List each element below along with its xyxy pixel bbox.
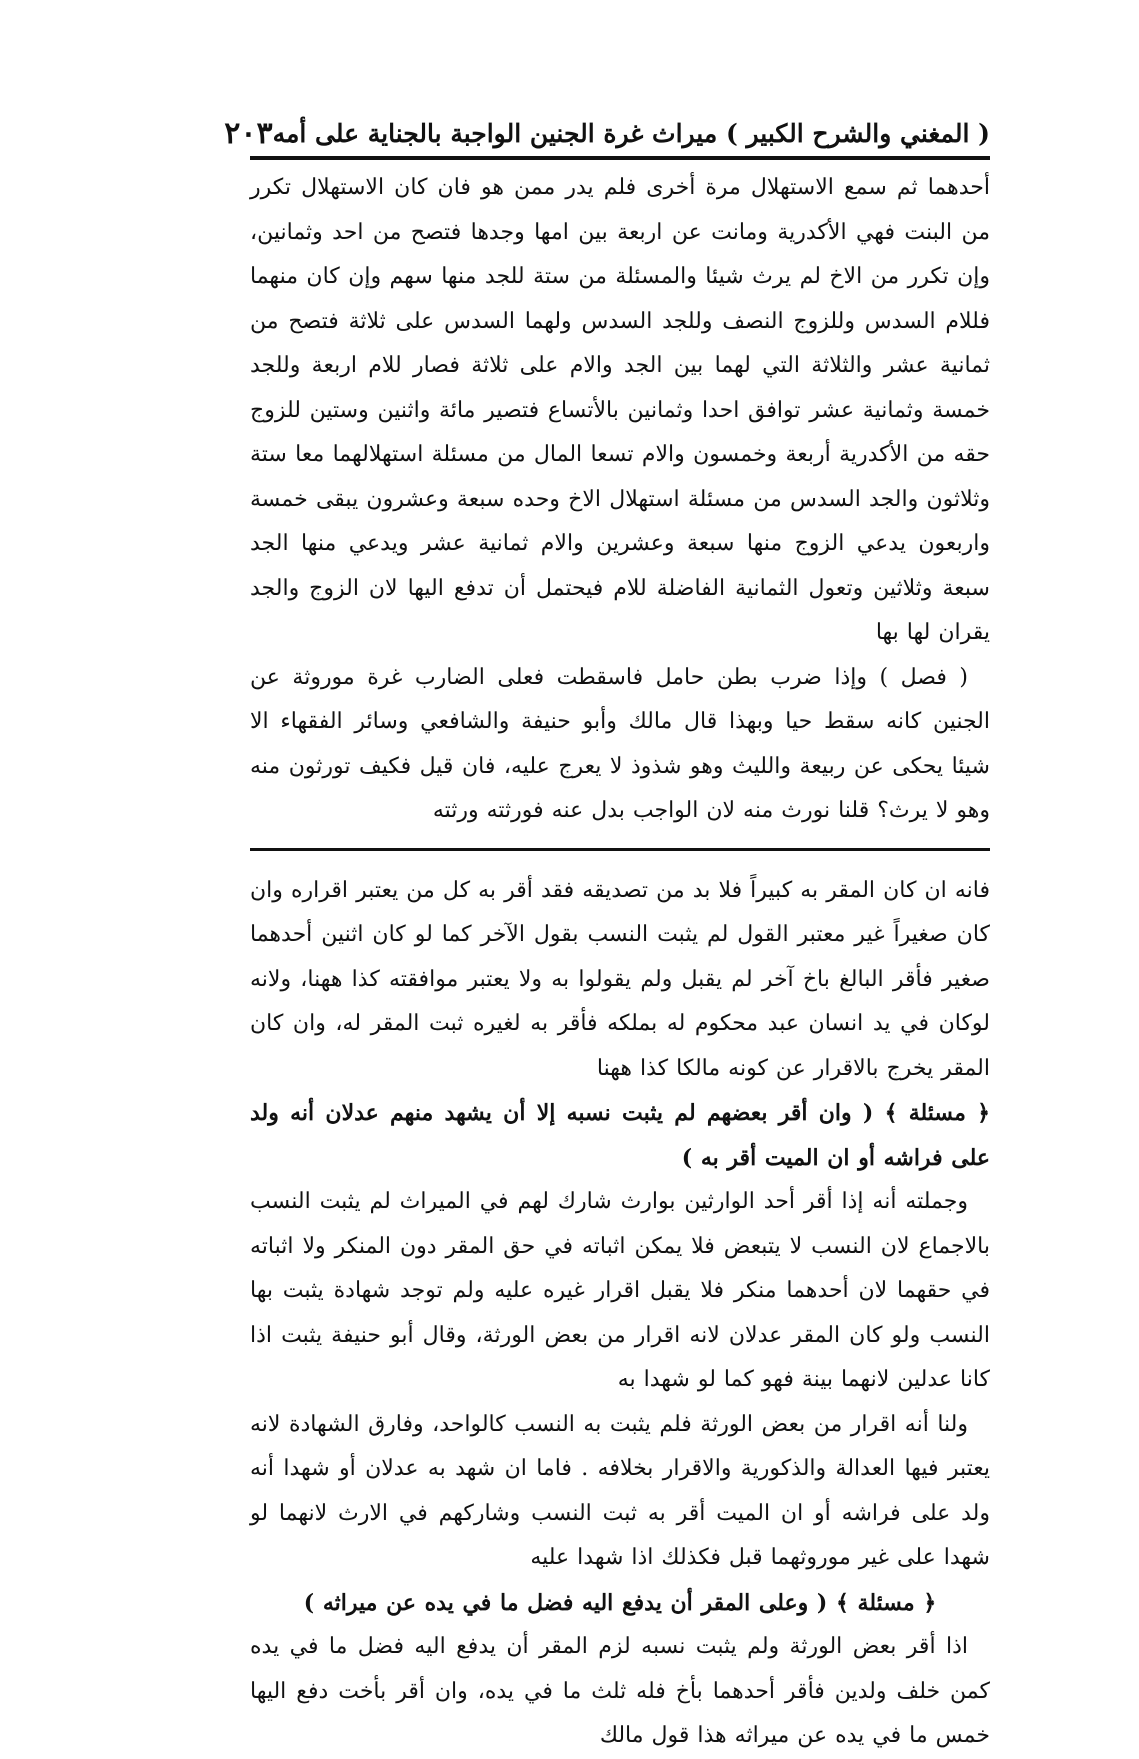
upper-text-block (250, 166, 990, 834)
lower-paragraph: وجملته أنه إذا أقر أحد الوارثين بوارث شارك لهم في الميراث لم يثبت النسب بالاجماع لان النسب لا يتبعض فلا يمكن اثباته في حق المقر دون المنكر ولا اثباته في حقهما لان أحدهما منكر فلا يقبل اقرار غيره عليه ولم توجد شهادة يثبت بها النسب ولو كان المقر عدلان لانه اقرار من بعض الورثة، وقال أبو حنيفة يثبت اذا كانا عدلين لانهما بينة فهو كما لو شهدا به (250, 1189, 990, 1392)
header-title: ( المغني والشرح الكبير ) ميراث غرة الجنين الواجبة بالجناية على أمه (272, 118, 990, 148)
section-divider (250, 848, 990, 851)
lower-text-block (250, 869, 990, 1759)
masala-heading: ﴿ مسئلة ﴾ ( وعلى المقر أن يدفع اليه فضل ما في يده عن ميراثه ) (303, 1589, 937, 1616)
book-page (224, 110, 990, 1748)
upper-paragraph: ( فصل ) وإذا ضرب بطن حامل فاسقطت فعلى الضارب غرة موروثة عن الجنين كانه سقط حيا وبهذا قال مالك وأبو حنيفة والشافعي وسائر الفقهاء الا شيئا يحكى عن ربيعة والليث وهو شذوذ لا يعرج عليه، فان قيل فكيف تورثون منه وهو لا يرث؟ قلنا نورث منه لان الواجب بدل عنه فورثته ورثته (250, 664, 990, 823)
lower-paragraph: اذا أقر بعض الورثة ولم يثبت نسبه لزم المقر أن يدفع اليه فضل ما في يده كمن خلف ولدين فأقر أحدهما بأخ فله ثلث ما في يده، وان أقر بأخت دفع اليها خمس ما في يده عن ميراثه هذا قول مالك (250, 1634, 990, 1748)
masala-heading: ﴿ مسئلة ﴾ ( وان أقر بعضهم لم يثبت نسبه إلا أن يشهد منهم عدلان أنه ولد على فراشه أو ان الميت أقر به ) (250, 1100, 990, 1171)
running-header (224, 110, 990, 160)
lower-paragraph: ولنا أنه اقرار من بعض الورثة فلم يثبت به النسب كالواحد، وفارق الشهادة لانه يعتبر فيها العدالة والذكورية والاقرار بخلافه . فاما ان شهد به عدلان أو شهدا أنه ولد على فراشه أو ان الميت أقر به ثبت النسب وشاركهم في الارث لانهما لو شهدا على غير موروثهما قبل فكذلك اذا شهدا عليه (250, 1411, 990, 1570)
upper-paragraph: أحدهما ثم سمع الاستهلال مرة أخرى فلم يدر ممن هو فان كان الاستهلال تكرر من البنت فهي الأكدرية ومانت عن اربعة بين امها وجدها فتصح من احد وثمانين، وإن تكرر من الاخ لم يرث شيئا والمسئلة من ستة للجد منها سهم وإن كان منهما فللام السدس وللزوج النصف وللجد السدس ولهما السدس على ثلاثة فتصح من ثمانية عشر والثلاثة التي لهما بين الجد والام على ثلاثة فصار للام اربعة وللجد خمسة وثمانية عشر توافق احدا وثمانين بالأتساع فتصير مائة واثنين وستين للزوج حقه من الأكدرية أربعة وخمسون والام تسعا المال من مسئلة استهلالهما معا ستة وثلاثون والجد السدس من مسئلة استهلال الاخ وحده سبعة وعشرون يبقى خمسة واربعون يدعي الزوج منها سبعة وعشرين والام ثمانية عشر ويدعي منها الجد سبعة وثلاثين وتعول الثمانية الفاضلة للام فيحتمل أن تدفع اليها لان الزوج والجد يقران لها بها (250, 175, 990, 645)
lower-paragraph: فانه ان كان المقر به كبيراً فلا بد من تصديقه فقد أقر به كل من يعتبر اقراره وان كان صغيراً غير معتبر القول لم يثبت النسب بقول الآخر كما لو كان اثنين أحدهما صغير فأقر البالغ باخ آخر لم يقبل ولم يقولوا به ولا يعتبر موافقته كذا ههنا، ولانه لوكان في يد انسان عبد محكوم له بملكه فأقر به لغيره ثبت المقر له، وان كان المقر يخرج بالاقرار عن كونه مالكا كذا ههنا (250, 877, 990, 1081)
page-number: ٢٠٣ (224, 115, 273, 151)
